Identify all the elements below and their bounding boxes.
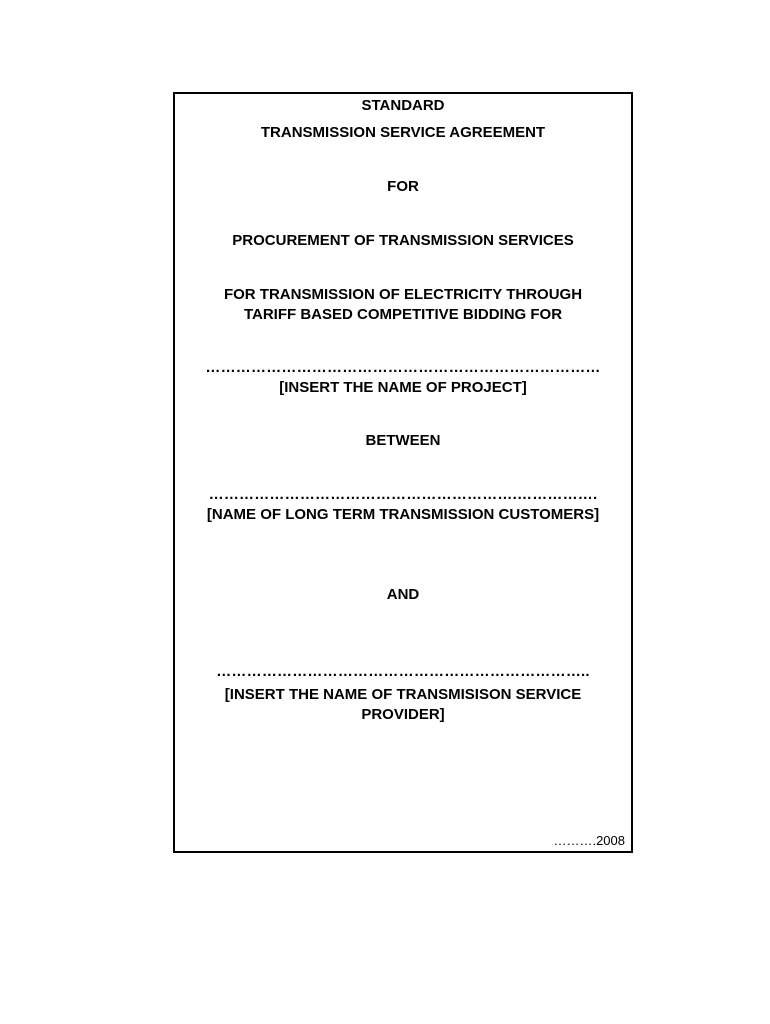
project-name-blank: …………………………………………………………………… bbox=[205, 360, 601, 376]
customers-name-blank: …………………………………………………….……………. bbox=[208, 487, 598, 503]
cover-border-frame bbox=[173, 92, 633, 853]
heading-standard: STANDARD bbox=[361, 97, 445, 114]
purpose-line-1: FOR TRANSMISSION OF ELECTRICITY THROUGH bbox=[223, 286, 583, 303]
project-name-placeholder: [INSERT THE NAME OF PROJECT] bbox=[279, 379, 527, 396]
provider-name-blank: ……………………………………………………………….. bbox=[216, 664, 590, 680]
customers-name-placeholder: [NAME OF LONG TERM TRANSMISSION CUSTOMERS] bbox=[206, 506, 600, 523]
agreement-title: TRANSMISSION SERVICE AGREEMENT bbox=[260, 124, 546, 141]
provider-name-placeholder-line-1: [INSERT THE NAME OF TRANSMISISON SERVICE bbox=[224, 686, 582, 703]
between-label: BETWEEN bbox=[365, 432, 441, 449]
agreement-date: ……….2008 bbox=[553, 833, 625, 848]
purpose-line-2: TARIFF BASED COMPETITIVE BIDDING FOR bbox=[243, 306, 563, 323]
procurement-line: PROCUREMENT OF TRANSMISSION SERVICES bbox=[232, 232, 574, 249]
and-label: AND bbox=[386, 586, 420, 603]
for-label: FOR bbox=[387, 178, 419, 195]
provider-name-placeholder-line-2: PROVIDER] bbox=[361, 706, 445, 723]
